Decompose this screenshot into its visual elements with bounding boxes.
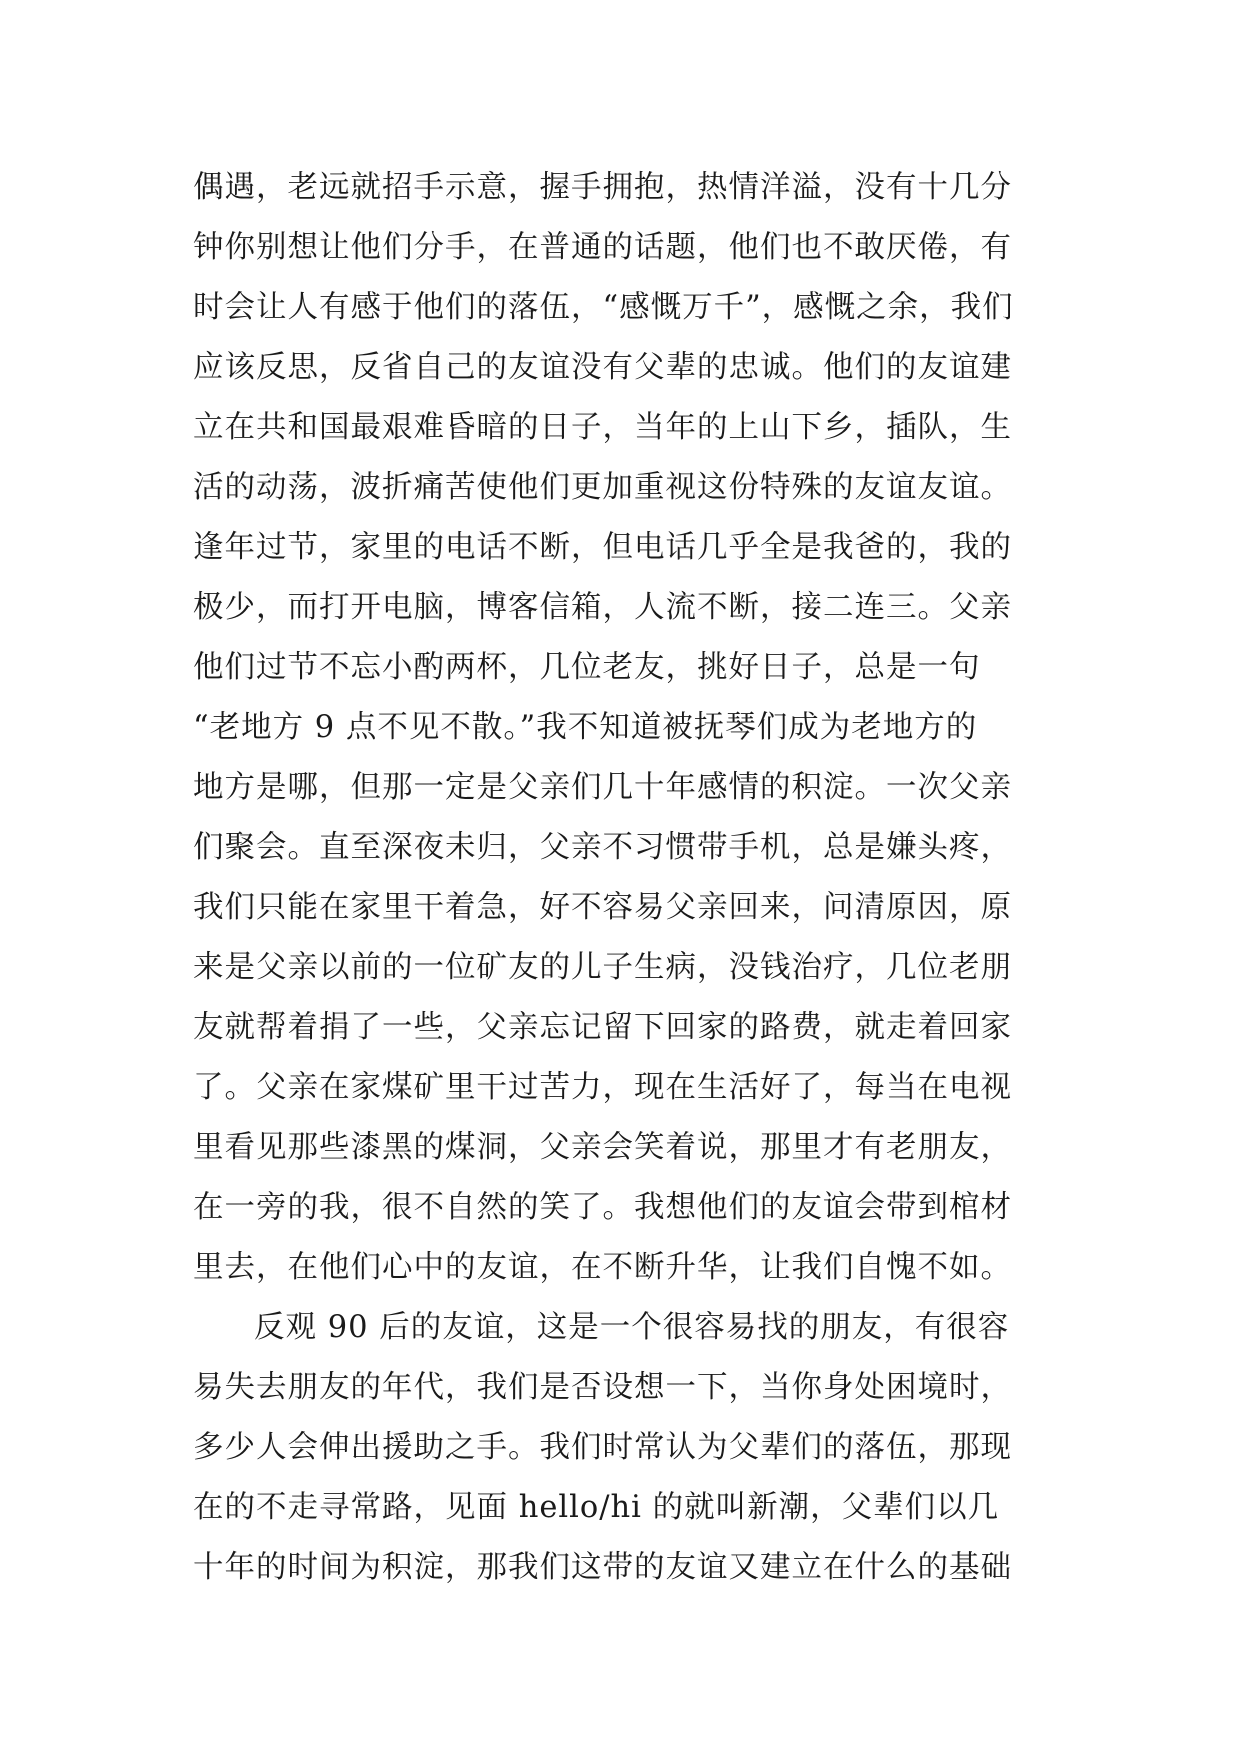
text-line: 里看见那些漆黑的煤洞，父亲会笑着说，那里才有老朋友， bbox=[193, 1130, 1012, 1165]
body-text bbox=[193, 158, 1053, 1598]
text-line: 多少人会伸出援助之手。我们时常认为父辈们的落伍，那现 bbox=[193, 1430, 1012, 1465]
text-line: 应该反思，反省自己的友谊没有父辈的忠诚。他们的友谊建 bbox=[193, 350, 1012, 385]
text-line: 逢年过节，家里的电话不断，但电话几乎全是我爸的，我的 bbox=[193, 530, 1012, 565]
paragraph-start-line: 反观 90 后的友谊，这是一个很容易找的朋友，有很容 bbox=[254, 1310, 1010, 1345]
text-line: 立在共和国最艰难昏暗的日子，当年的上山下乡，插队，生 bbox=[193, 410, 1012, 445]
text-line: 我们只能在家里干着急，好不容易父亲回来，问清原因，原 bbox=[193, 890, 1012, 925]
text-line: 在一旁的我，很不自然的笑了。我想他们的友谊会带到棺材 bbox=[193, 1190, 1012, 1225]
text-line: 友就帮着捐了一些，父亲忘记留下回家的路费，就走着回家 bbox=[193, 1010, 1012, 1045]
text-line: 们聚会。直至深夜未归，父亲不习惯带手机，总是嫌头疼， bbox=[193, 830, 1012, 865]
text-line: 了。父亲在家煤矿里干过苦力，现在生活好了，每当在电视 bbox=[193, 1070, 1012, 1105]
text-line: 来是父亲以前的一位矿友的儿子生病，没钱治疗，几位老朋 bbox=[193, 950, 1012, 985]
text-line: 在的不走寻常路，见面 hello/hi 的就叫新潮，父辈们以几 bbox=[193, 1490, 1000, 1525]
text-line: 活的动荡，波折痛苦使他们更加重视这份特殊的友谊友谊。 bbox=[193, 470, 1012, 505]
text-line: 极少，而打开电脑，博客信箱，人流不断，接二连三。父亲 bbox=[193, 590, 1012, 625]
text-line: “老地方 9 点不见不散。”我不知道被抚琴们成为老地方的 bbox=[193, 710, 978, 745]
text-line: 钟你别想让他们分手，在普通的话题，他们也不敢厌倦，有 bbox=[193, 230, 1012, 265]
text-line: 时会让人有感于他们的落伍，“感慨万千”，感慨之余，我们 bbox=[193, 290, 1014, 325]
text-line: 他们过节不忘小酌两杯，几位老友，挑好日子，总是一句 bbox=[193, 650, 981, 685]
text-line: 十年的时间为积淀，那我们这带的友谊又建立在什么的基础 bbox=[193, 1550, 1012, 1585]
text-line: 偶遇，老远就招手示意，握手拥抱，热情洋溢，没有十几分 bbox=[193, 170, 1012, 205]
text-line: 地方是哪，但那一定是父亲们几十年感情的积淀。一次父亲 bbox=[193, 770, 1012, 805]
text-line: 易失去朋友的年代，我们是否设想一下，当你身处困境时， bbox=[193, 1370, 1012, 1405]
text-line: 里去，在他们心中的友谊，在不断升华，让我们自愧不如。 bbox=[193, 1250, 1012, 1285]
